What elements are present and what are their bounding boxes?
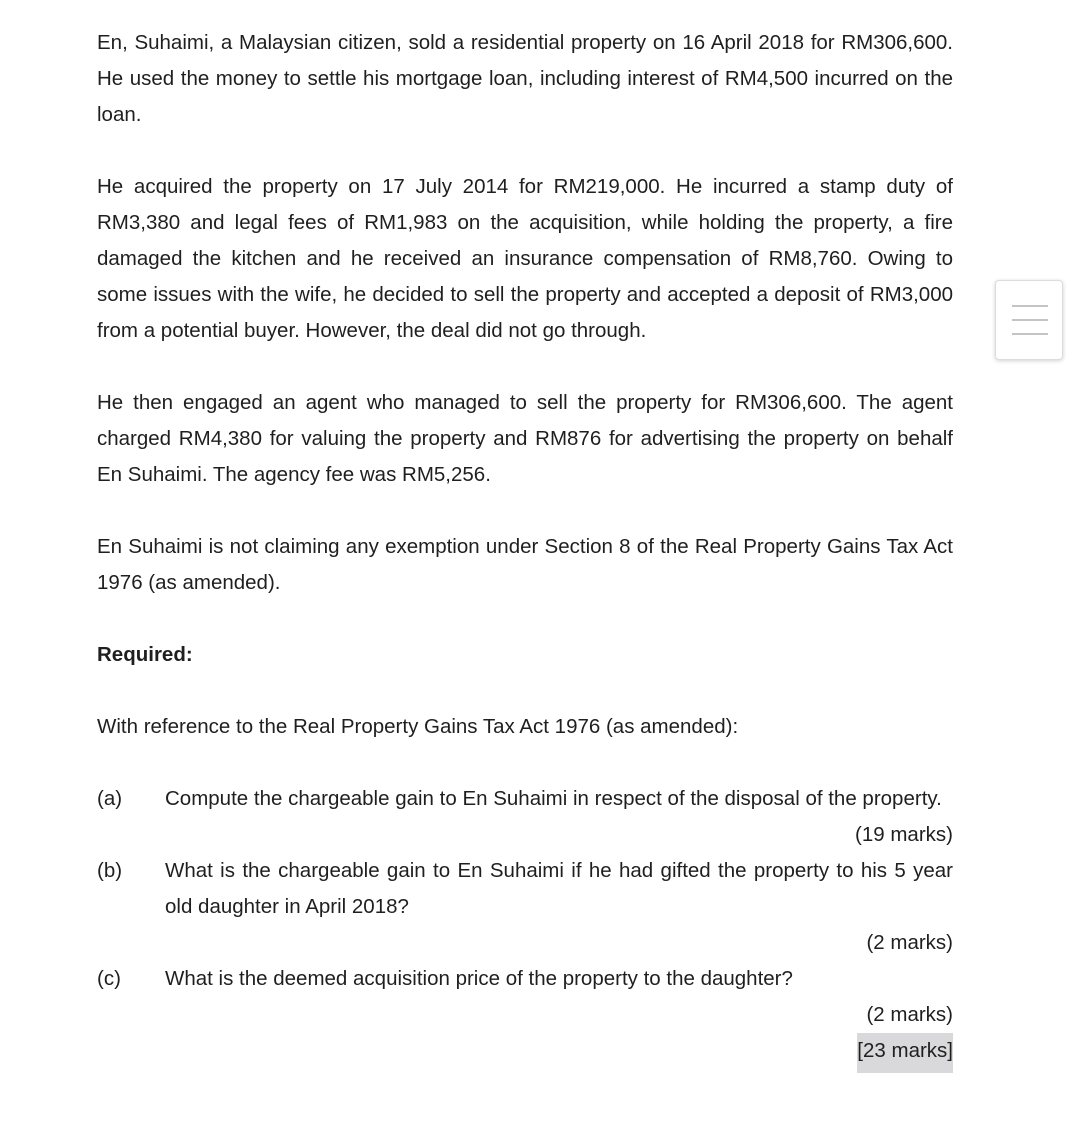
question-marks: (2 marks) [866, 1003, 953, 1026]
question-label: (a) [97, 787, 123, 810]
required-heading: Required: [97, 643, 193, 666]
question-a [97, 781, 953, 853]
paragraph-acquisition: He acquired the property on 17 July 2014 for RM219,000. He incurred a stamp duty of RM3,380 and legal fees of RM1,983 on the acquisition, while holding the property, a fire damaged the kitchen and he received an insurance compensation of RM8,760. Owing to some issues with the wife, he decided to sell the property and accepted a deposit of RM3,000 from a potential buyer. However, the deal did not go through. [97, 175, 953, 342]
question-label: (c) [97, 967, 121, 990]
document-page [97, 25, 953, 1073]
intro-text: With reference to the Real Property Gains Tax Act 1976 (as amended): [97, 715, 739, 738]
total-marks[interactable]: [23 marks] [857, 1033, 953, 1073]
question-label: (b) [97, 859, 123, 882]
paragraph-sale: En, Suhaimi, a Malaysian citizen, sold a residential property on 16 April 2018 for RM306,600. He used the money to settle his mortgage loan, including interest of RM4,500 incurred on the loan. [97, 31, 953, 126]
paragraph-agent: He then engaged an agent who managed to sell the property for RM306,600. The agent charged RM4,380 for valuing the property and RM876 for advertising the property on behalf En Suhaimi. The agency fee was RM5,256. [97, 391, 953, 486]
total-marks-row [97, 1033, 953, 1073]
paragraph-exemption: En Suhaimi is not claiming any exemption under Section 8 of the Real Property Gains Tax Act 1976 (as amended). [97, 535, 953, 594]
question-marks: (2 marks) [866, 931, 953, 954]
question-text: What is the chargeable gain to En Suhaimi if he had gifted the property to his 5 year old daughter in April 2018? [165, 859, 953, 918]
question-c [97, 961, 953, 1033]
menu-button[interactable] [995, 280, 1063, 360]
question-text: What is the deemed acquisition price of the property to the daughter? [165, 967, 793, 990]
question-b [97, 853, 953, 961]
question-text: Compute the chargeable gain to En Suhaimi in respect of the disposal of the property. [165, 787, 942, 810]
question-marks: (19 marks) [855, 823, 953, 846]
